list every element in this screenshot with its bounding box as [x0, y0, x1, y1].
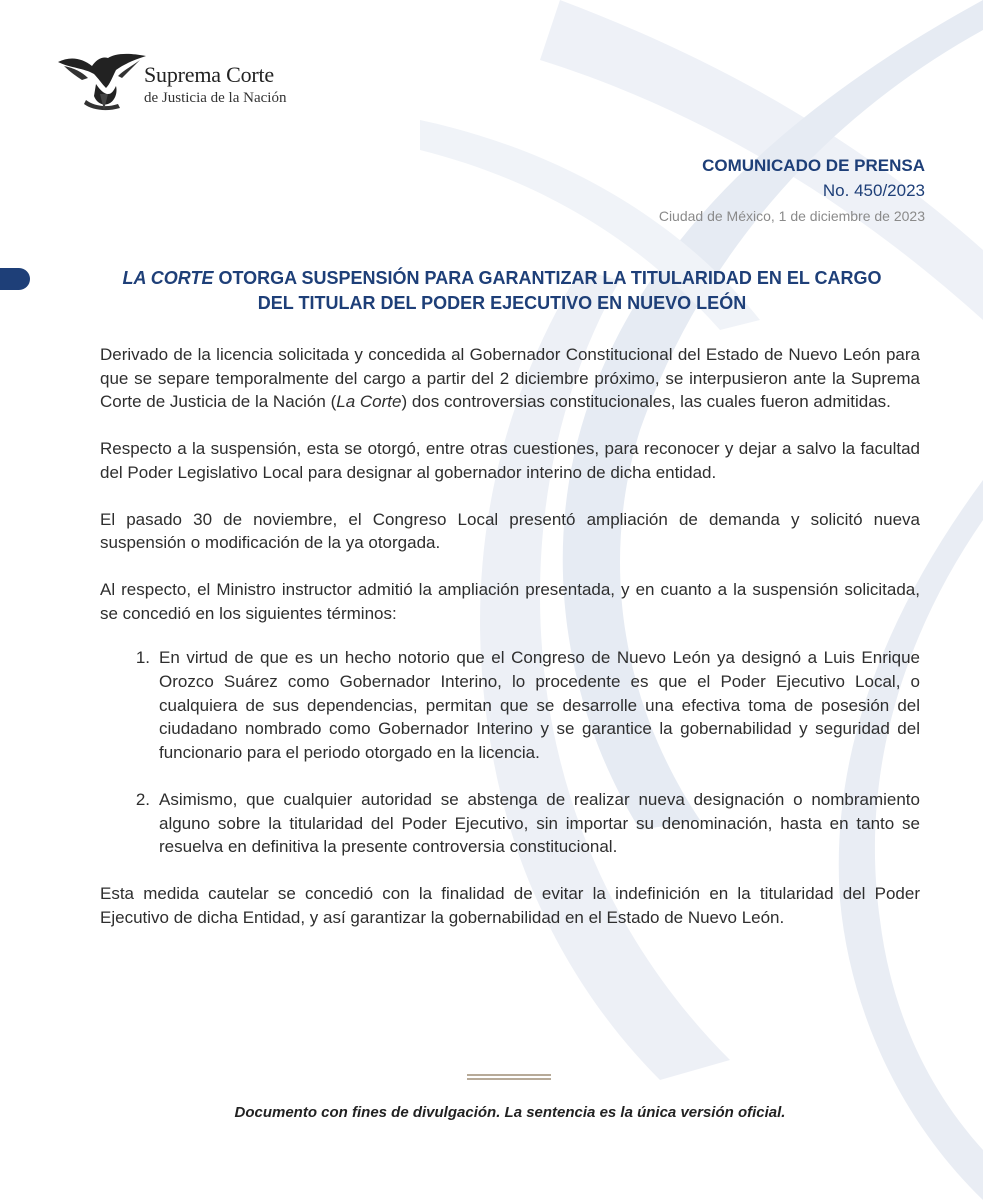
paragraph-1-part-a: Derivado de la licencia solicitada y concedida al Gobernador Constitucional del Estado de Nuevo León para que se separe temporalmente del cargo a partir del 2 diciembre próximo, se interpusieron ante la Suprema Corte de Justicia de la Nación ( — [100, 345, 920, 412]
eagle-emblem-icon — [56, 50, 148, 112]
paragraph-4: Al respecto, el Ministro instructor admitió la ampliación presentada, y en cuanto a la suspensión solicitada, se concedió en los siguientes términos: — [100, 579, 920, 623]
headline-emphasis: LA CORTE — [122, 268, 214, 288]
headline-rest: OTORGA SUSPENSIÓN PARA GARANTIZAR LA TITULARIDAD EN EL CARGO — [213, 268, 882, 288]
paragraph-1-emphasis: La Corte — [336, 392, 402, 412]
press-number: No. 450/2023 — [822, 181, 925, 200]
list-item-text: En virtud de que es un hecho notorio que el Congreso de Nuevo León ya designó a Luis Enrique Orozco Suárez como Gobernador Interino, lo procedente es que el Poder Ejecutivo Local, o cualquiera de sus dependencias, permitan que se desarrolle una efectiva toma de posesión del ciudadano nombrado como Gobernador Interino y se garantice la gobernabilidad y seguridad del funcionario para el periodo otorgado en la licencia. — [159, 648, 920, 763]
headline — [100, 266, 904, 316]
logo-title: Suprema Corte — [144, 62, 274, 87]
headline-line-1 — [100, 266, 904, 291]
list-item-number: 1. — [135, 648, 150, 668]
paragraph-2: Respecto a la suspensión, esta se otorgó, entre otras cuestiones, para reconocer y dejar a salvo la facultad del Poder Legislativo Local para designar al gobernador interino de dicha entidad. — [100, 439, 920, 482]
headline-line-2: DEL TITULAR DEL PODER EJECUTIVO EN NUEVO LEÓN — [257, 293, 747, 313]
logo-subtitle: de Justicia de la Nación — [144, 90, 287, 106]
body-text — [100, 343, 920, 952]
disclaimer-note: Documento con fines de divulgación. La sentencia es la única versión oficial. — [234, 1104, 786, 1121]
list-item — [100, 646, 920, 765]
paragraph-3: El pasado 30 de noviembre, el Congreso Local presentó ampliación de demanda y solicitó nueva suspensión o modificación de la ya otorgada. — [100, 509, 920, 553]
list-item-text: Asimismo, que cualquier autoridad se abstenga de realizar nueva designación o nombramiento alguno sobre la titularidad del Poder Ejecutivo, sin importar su denominación, hasta en tanto se resuelva en definitiva la presente controversia constitucional. — [159, 789, 920, 857]
press-title: COMUNICADO DE PRENSA — [702, 156, 925, 175]
paragraph-1 — [100, 343, 920, 414]
side-tab-marker — [0, 268, 30, 290]
press-header — [659, 154, 925, 228]
press-date: Ciudad de México, 1 de diciembre de 2023 — [658, 208, 925, 224]
list-item-number: 2. — [135, 789, 150, 809]
terms-list — [100, 646, 920, 859]
scjn-logo — [56, 50, 316, 114]
paragraph-1-part-b: ) dos controversias constitucionales, las cuales fueron admitidas. — [401, 392, 891, 412]
section-divider — [467, 1074, 551, 1080]
list-item — [100, 788, 920, 859]
paragraph-5: Esta medida cautelar se concedió con la finalidad de evitar la indefinición en la titularidad del Poder Ejecutivo de dicha Entidad, y así garantizar la gobernabilidad en el Estado de Nuevo León. — [100, 883, 920, 927]
